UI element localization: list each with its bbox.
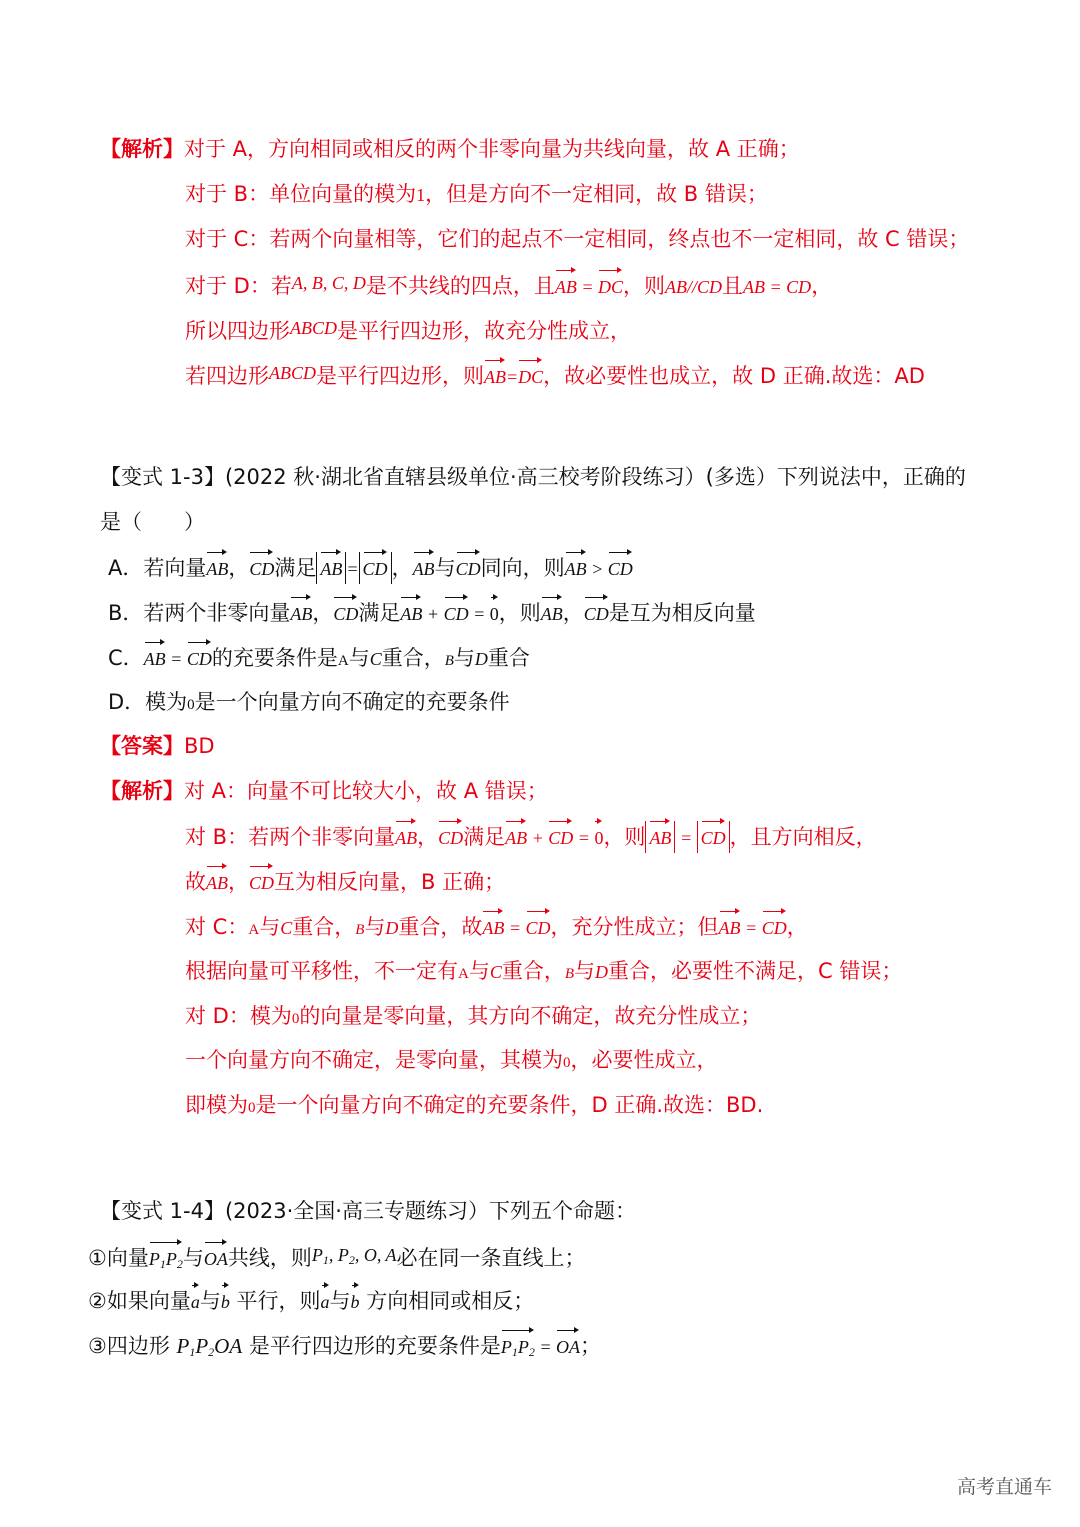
math: A [458,966,469,982]
analysis2-line-d [185,911,808,945]
text: ，则 [623,274,666,298]
text: 与 [199,1289,221,1313]
text: 是平行四边形，故充分性成立， [337,319,631,343]
math: = [534,1337,557,1357]
subscript: 1 [159,1257,166,1271]
zero-vector: 0 [594,821,603,853]
text: 重合，故 [398,915,483,939]
vector: CD [701,821,726,853]
vector: OA [204,1242,228,1274]
text: ， [228,870,249,894]
math-group [177,1334,243,1358]
math: A [248,922,260,938]
vector: DC [598,270,623,302]
abs-value [645,821,675,853]
vector: AB [484,360,506,392]
math: = [165,649,187,669]
subscript: 1 [322,1253,329,1267]
math: = [740,918,762,938]
math: P [148,1249,160,1269]
vector: AB [482,911,504,943]
text: 与 [434,556,456,580]
text: 与 [364,915,386,939]
analysis-line-b [185,179,768,210]
vector: CD [444,597,469,629]
analysis2-line-e [185,956,902,989]
statement-2 [88,1285,534,1317]
vector: AB [541,597,563,629]
analysis2-line-c [185,866,505,898]
math: > [586,559,608,579]
math: P [165,1249,177,1269]
text: 对于 C：若两个向量相等，它们的起点不一定相同，终点也不一定相同，故 C 错误； [185,227,970,251]
vector: b [351,1285,360,1317]
text: 对 B：若两个非零向量 [185,825,396,849]
text: 方向相同或相反； [359,1289,535,1313]
vector: AB [144,642,166,674]
text: 根据向量可平移性，不一定有 [185,959,458,983]
text: 与 [259,915,281,939]
text: ， [312,601,334,625]
vector: CD [249,866,274,898]
text: 若四边形 [185,364,269,388]
text: 是一个向量方向不确定的充要条件，D 正确.故选：BD. [255,1093,764,1117]
math: AB//CD [665,277,723,297]
math: C [369,649,382,669]
text: 【变式 1-3】(2022 秋·湖北省直辖县级单位·高三校考阶段练习）(多选）下列说法中，正确的 [100,465,966,489]
math: B [355,922,365,938]
question-1-3-title [100,462,966,492]
math: B [444,653,454,669]
vector: CD [333,597,358,629]
math: , O, A [354,1245,397,1265]
math: OA [214,1334,243,1358]
zero-vector: 0 [490,597,499,629]
text: 【变式 1-4】(2023·全国·高三专题练习）下列五个命题： [100,1199,636,1223]
text: 是（ ） [100,510,205,534]
math: = [573,828,595,848]
text: ； [580,1334,602,1358]
text: 对 D：模为 [185,1004,292,1028]
text: 重合， [292,915,356,939]
vector: CD [456,552,481,584]
vector: CD [249,552,274,584]
analysis2-line-g [185,1045,718,1078]
subscript: 2 [528,1345,535,1359]
text: 同向，则 [480,556,565,580]
vector: AB [395,821,417,853]
vector: AB [320,552,342,584]
text: D．模为 [108,690,188,714]
text: ，则 [603,825,646,849]
text: ， [391,556,413,580]
subscript: 1 [189,1345,196,1359]
vector: CD [762,911,787,943]
text: ，必要性成立， [570,1048,718,1072]
analysis-line-e [185,313,631,346]
text: 满足 [358,601,401,625]
math: A, B, C, D [291,273,366,293]
text: ③四边形 [88,1334,177,1358]
text: 重合， [501,959,565,983]
vector: AB [413,552,435,584]
math: = [576,277,599,297]
text: 且 [722,274,744,298]
text: 是互为相反向量 [608,601,756,625]
option-b [108,597,756,629]
text: 对 C： [185,915,249,939]
vector: a [191,1285,200,1317]
text: ，但是方向不一定相同，故 B 错误； [425,182,768,206]
math: D [595,962,609,982]
text: ②如果向量 [88,1289,191,1313]
text: ，充分性成立；但 [550,915,719,939]
question-1-3-title-cont [100,507,205,537]
text: ①向量 [88,1246,149,1270]
text: 与 [348,646,370,670]
math: P [195,1334,209,1358]
vector: CD [548,821,573,853]
math: P [311,1245,323,1265]
text: 是平行四边形的充要条件是 [242,1334,501,1358]
math: ABCD [269,363,316,383]
text: ， [811,274,833,298]
math: P [176,1334,190,1358]
math: = [504,918,526,938]
text: 互为相反向量，B 正确； [274,870,506,894]
subscript: 1 [511,1345,518,1359]
option-a [108,552,633,584]
math: D [385,918,399,938]
text: ，则 [498,601,541,625]
vector: DC [518,360,543,392]
text: 重合 [487,646,530,670]
text: ， [417,825,439,849]
math: C [489,962,502,982]
answer-value: BD [184,734,215,758]
text: 与 [182,1246,204,1270]
vector: AB [206,552,228,584]
text: B．若两个非零向量 [108,601,291,625]
text: 重合， [381,646,445,670]
math: = [675,828,697,848]
vector: AB [290,597,312,629]
abs-value [316,552,346,584]
analysis2-line-f [185,1001,761,1034]
text: 即模为 [185,1093,248,1117]
vector: CD [187,642,212,674]
text: 对于 A，方向相同或相反的两个非零向量为共线向量，故 A 正确； [184,137,800,161]
statement-1 [88,1240,586,1279]
math: + [422,604,444,624]
answer-line [100,731,215,761]
math: 0 [187,697,195,713]
text: ， [786,915,808,939]
vector: OA [556,1330,580,1362]
vector: CD [584,597,609,629]
subscript: 2 [208,1345,215,1359]
subscript: 2 [348,1253,355,1267]
subscript: 2 [176,1257,183,1271]
vector: CD [363,552,388,584]
abs-value [359,552,392,584]
text: ，且方向相反， [729,825,877,849]
text: ，故必要性也成立，故 D 正确.故选：AD [543,364,925,388]
math: = [346,559,359,579]
analysis2-line-b [185,821,877,853]
math: AB = CD [743,277,812,297]
text: 与 [574,959,596,983]
text: 的向量是零向量，其方向不确定，故充分性成立； [299,1004,762,1028]
text: 是一个向量方向不确定的充要条件 [194,690,510,714]
text: 是平行四边形，则 [316,364,484,388]
math: C [280,918,293,938]
text: 与 [453,646,475,670]
text: 重合，必要性不满足，C 错误； [608,959,903,983]
text: 平行，则 [229,1289,321,1313]
vector [149,1242,183,1279]
text: 必在同一条直线上； [396,1246,586,1270]
text: 对 A：向量不可比较大小，故 A 错误； [184,779,548,803]
text: C． [108,646,144,670]
math: P [517,1337,529,1357]
math: ABCD [290,318,337,338]
math: + [527,828,549,848]
math: D [474,649,488,669]
math: = [506,367,519,387]
math: B [564,966,575,982]
vector: CD [526,911,551,943]
math: = [468,604,490,624]
analysis-tag: 【解析】 [100,137,184,161]
analysis-line-c [185,224,969,254]
text: 一个向量方向不确定，是零向量，其模为 [185,1048,563,1072]
question-1-4-title [100,1196,636,1226]
math-group [312,1245,397,1265]
text: 满足 [274,556,317,580]
option-c [108,642,530,676]
analysis-line-d [185,268,832,302]
text: 的充要条件是 [211,646,338,670]
vector: AB [206,866,228,898]
text: 满足 [463,825,506,849]
analysis-line-f [185,358,925,392]
math: P [500,1337,512,1357]
vector: AB [400,597,422,629]
watermark: 高考直通车 [956,1476,1052,1498]
analysis2-line-a [100,776,548,806]
text: 对于 D：若 [185,274,292,298]
vector: b [221,1285,230,1317]
option-d [108,687,510,720]
vector: AB [565,552,587,584]
math: 0 [248,1100,256,1116]
text: ， [562,601,584,625]
analysis-line-a [100,134,800,164]
text: 故 [185,870,206,894]
vector: AB [649,821,671,853]
math: 0 [563,1055,571,1071]
vector: a [321,1285,330,1317]
answer-tag: 【答案】 [100,734,184,758]
text: ， [228,556,250,580]
text: 所以四边形 [185,319,290,343]
analysis2-line-h [185,1090,763,1123]
vector: AB [719,911,741,943]
vector: AB [505,821,527,853]
math: , P [328,1245,349,1265]
vector: CD [438,821,463,853]
math: A [337,653,349,669]
math: 0 [291,1011,300,1027]
text: 与 [329,1289,351,1313]
math: 1 [416,185,426,205]
vector [501,1330,535,1367]
vector: AB [555,270,577,302]
statement-3 [88,1330,601,1367]
text: 与 [468,959,490,983]
text: 是不共线的四点，且 [365,274,555,298]
text: 对于 B：单位向量的模为 [185,182,417,206]
vector: CD [608,552,633,584]
text: 共线，则 [227,1246,312,1270]
abs-value [697,821,730,853]
analysis-tag: 【解析】 [100,779,184,803]
text: A．若向量 [108,556,207,580]
